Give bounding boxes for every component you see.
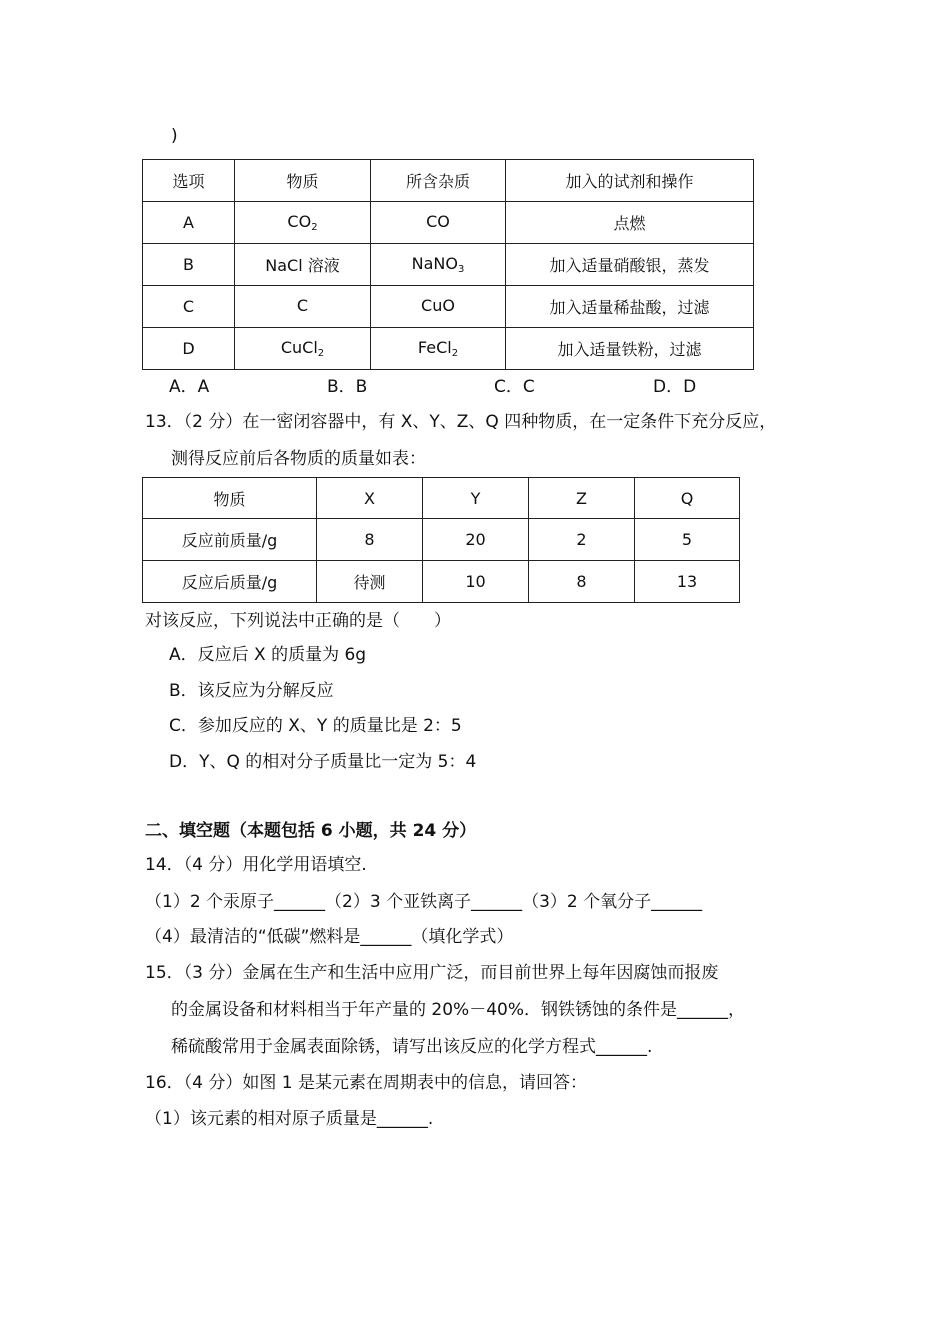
q13-cell: 待测 — [317, 561, 423, 603]
table-row — [143, 328, 754, 370]
q15-line2: 的金属设备和材料相当于年产量的 20%－40%．钢铁锈蚀的条件是______， — [171, 1000, 745, 1020]
q13-question: 对该反应，下列说法中正确的是（ ） — [145, 611, 451, 631]
q12-tail: ) — [171, 126, 178, 146]
table-row — [143, 244, 754, 286]
q13-option-d: D．Y、Q 的相对分子质量比一定为 5：4 — [169, 752, 477, 772]
q15-line1: 15．（3 分）金属在生产和生活中应用广泛，而目前世界上每年因腐蚀而报废 — [145, 963, 719, 983]
table-row — [143, 561, 740, 603]
q12-header-cell: 物质 — [235, 160, 371, 202]
q13-cell: 8 — [317, 519, 423, 561]
q13-line2: 测得反应前后各物质的质量如表： — [171, 449, 426, 469]
q13-cell: 8 — [529, 561, 635, 603]
q12-header-row — [143, 160, 754, 202]
table-row — [143, 202, 754, 244]
q12-choice-a: A．A — [169, 377, 210, 397]
q16-line2: （1）该元素的相对原子质量是______. — [145, 1109, 434, 1129]
q13-header-cell: Q — [635, 478, 740, 519]
q12-substance-cell: CuCl$_2$ — [235, 328, 371, 370]
q12-method-cell: 加入适量铁粉，过滤 — [506, 328, 754, 370]
table-row — [143, 519, 740, 561]
q12-method-cell: 点燃 — [506, 202, 754, 244]
q12-impurity-cell: CuO — [371, 286, 506, 328]
q13-header-cell: X — [317, 478, 423, 519]
q13-cell: 5 — [635, 519, 740, 561]
q12-table — [142, 159, 754, 370]
q12-header-cell: 所含杂质 — [371, 160, 506, 202]
q12-impurity-cell: CO — [371, 202, 506, 244]
table-row — [143, 286, 754, 328]
q13-header-cell: Y — [423, 478, 529, 519]
q14-line2: （1）2 个汞原子______（2）3 个亚铁离子______（3）2 个氧分子______ — [145, 892, 703, 912]
q13-cell: 20 — [423, 519, 529, 561]
q13-cell: 2 — [529, 519, 635, 561]
q12-option-cell: C — [143, 286, 235, 328]
q16-line1: 16．（4 分）如图 1 是某元素在周期表中的信息，请回答： — [145, 1073, 587, 1093]
q14-line3: （4）最清洁的“低碳”燃料是______（填化学式） — [145, 927, 514, 947]
q13-header-row — [143, 478, 740, 519]
q12-impurity-cell: NaNO$_3$ — [371, 244, 506, 286]
q12-header-cell: 选项 — [143, 160, 235, 202]
q14-line1: 14．（4 分）用化学用语填空. — [145, 855, 367, 875]
q13-option-b: B．该反应为分解反应 — [169, 681, 334, 701]
q12-option-cell: A — [143, 202, 235, 244]
q13-header-cell: 物质 — [143, 478, 317, 519]
q13-line1: 13．（2 分）在一密闭容器中，有 X、Y、Z、Q 四种物质，在一定条件下充分反应， — [145, 412, 777, 432]
q12-method-cell: 加入适量稀盐酸，过滤 — [506, 286, 754, 328]
q13-cell: 反应后质量/g — [143, 561, 317, 603]
q12-impurity-cell: FeCl$_2$ — [371, 328, 506, 370]
q12-header-cell: 加入的试剂和操作 — [506, 160, 754, 202]
q12-substance-cell: C — [235, 286, 371, 328]
q13-cell: 13 — [635, 561, 740, 603]
section-title: 二、填空题（本题包括 6 小题，共 24 分） — [145, 821, 477, 841]
q13-header-cell: Z — [529, 478, 635, 519]
q12-choice-d: D．D — [653, 377, 697, 397]
q12-substance-cell: NaCl 溶液 — [235, 244, 371, 286]
q13-table — [142, 477, 740, 603]
q13-cell: 10 — [423, 561, 529, 603]
q13-option-c: C．参加反应的 X、Y 的质量比是 2：5 — [169, 716, 462, 736]
q12-choice-b: B．B — [327, 377, 368, 397]
q15-line3: 稀硫酸常用于金属表面除锈，请写出该反应的化学方程式______. — [171, 1037, 653, 1057]
q12-option-cell: B — [143, 244, 235, 286]
q12-choice-c: C．C — [494, 377, 535, 397]
q12-substance-cell: $CO_2$ — [235, 202, 371, 244]
q13-cell: 反应前质量/g — [143, 519, 317, 561]
q12-option-cell: D — [143, 328, 235, 370]
q12-method-cell: 加入适量硝酸银，蒸发 — [506, 244, 754, 286]
q13-option-a: A．反应后 X 的质量为 6g — [169, 645, 367, 665]
